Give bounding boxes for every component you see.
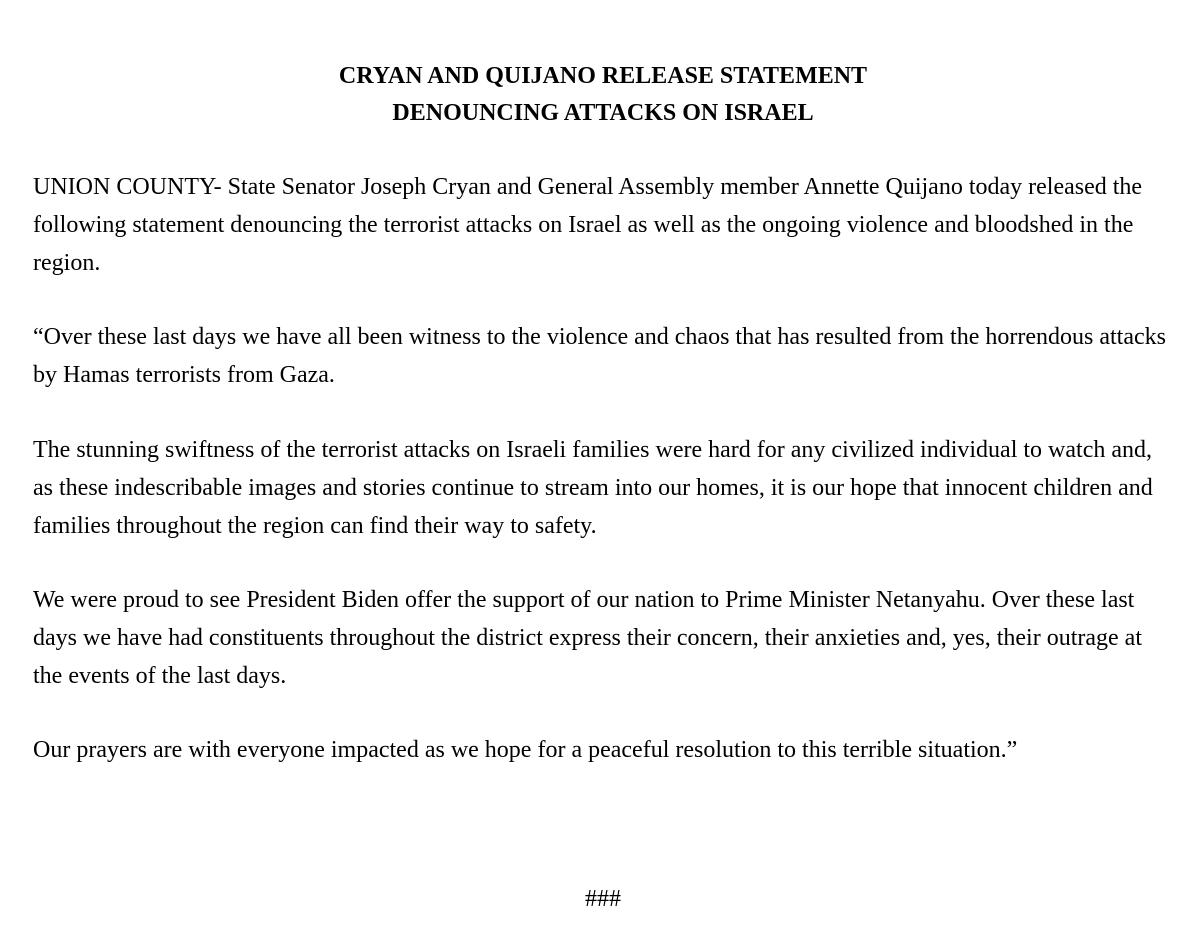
paragraph-quote-opening: “Over these last days we have all been witness to the violence and chaos that has resulted from the horrendous attacks by Hamas terrorists from Gaza. xyxy=(33,324,1166,388)
press-release-document xyxy=(33,58,1173,912)
paragraph-quote-safety: The stunning swiftness of the terrorist attacks on Israeli families were hard for any civilized individual to watch and, as these indescribable images and stories continue to stream into our homes, it is our hope that innocent children and families throughout the region can find their way to safety. xyxy=(33,437,1153,539)
title-line-1: CRYAN AND QUIJANO RELEASE STATEMENT xyxy=(338,63,868,89)
paragraph-quote-prayers: Our prayers are with everyone impacted as we hope for a peaceful resolution to this terrible situation.” xyxy=(33,737,1018,763)
document-title xyxy=(33,58,1173,132)
paragraph-quote-support: We were proud to see President Biden offer the support of our nation to Prime Minister Netanyahu. Over these last days we have had constituents throughout the district express their concern, their anxieties and, yes, their outrage at the events of the last days. xyxy=(33,587,1142,689)
paragraph-intro: UNION COUNTY- State Senator Joseph Cryan and General Assembly member Annette Quijano today released the following statement denouncing the terrorist attacks on Israel as well as the ongoing violence and bloodshed in the region. xyxy=(33,174,1143,276)
title-line-2: DENOUNCING ATTACKS ON ISRAEL xyxy=(392,100,814,126)
end-mark: ### xyxy=(585,886,621,912)
